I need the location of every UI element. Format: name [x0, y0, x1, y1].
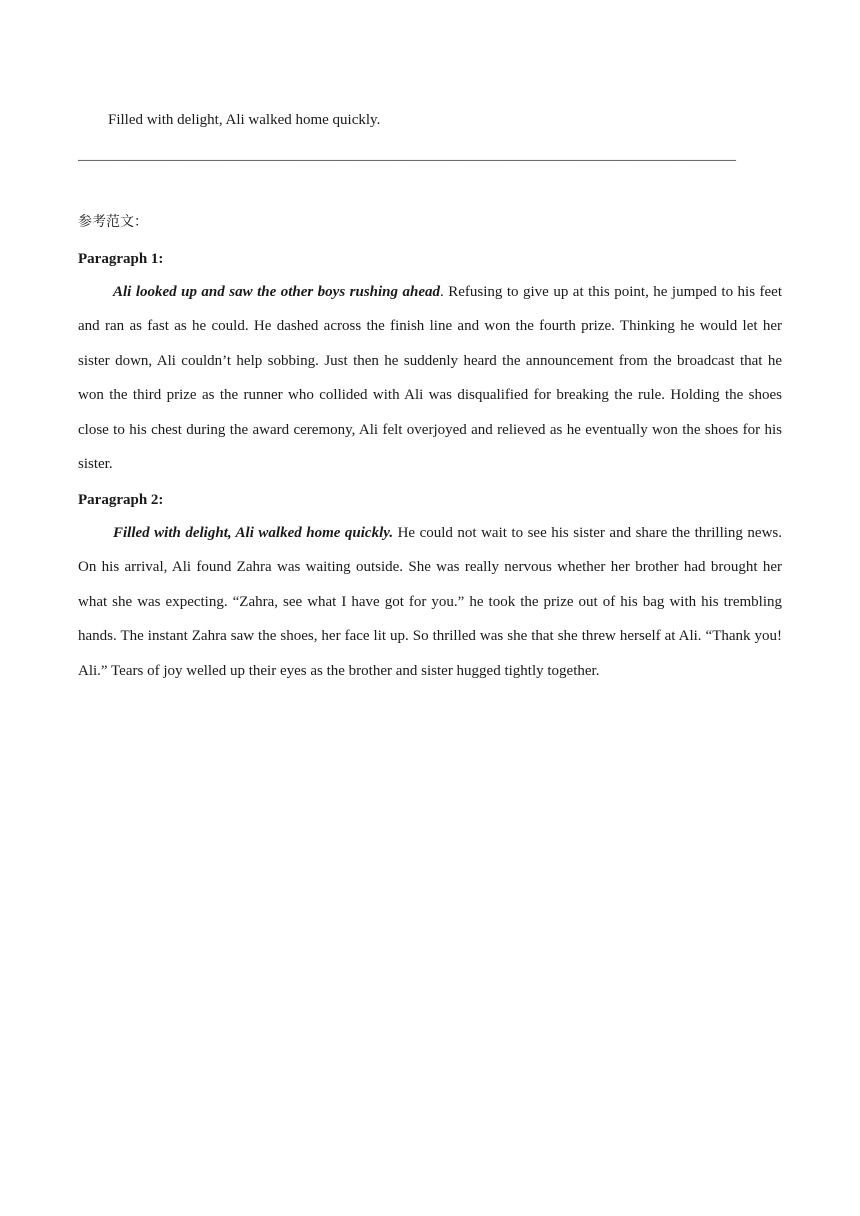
paragraph-1-label: Paragraph 1: [78, 251, 164, 267]
answer-line: ______________________________________________________________________________________________ [78, 149, 736, 163]
paragraph-2-lead-sentence: Filled with delight, Ali walked home quickly. [113, 525, 394, 541]
paragraph-2-text [78, 516, 782, 688]
paragraph-1-lead-sentence: Ali looked up and saw the other boys rushing ahead [113, 284, 441, 300]
paragraph-1-body: . Refusing to give up at this point, he jumped to his feet and ran as fast as he could. He dashed across the finish line and won the fourth prize. Thinking he would let her sister down, Ali couldn’t help sobbing. Just then he suddenly heard the announcement from the broadcast that he won the third prize as the runner who collided with Ali was disqualified for breaking the rule. Holding the shoes close to his chest during the award ceremony, Ali felt overjoyed and relieved as he eventually won the shoes for his sister. [78, 284, 783, 473]
paragraph-2-label: Paragraph 2: [78, 492, 164, 508]
paragraph-2-body: He could not wait to see his sister and share the thrilling news. On his arrival, Ali found Zahra was waiting outside. She was really nervous whether her brother had brought her what she was expecting. “Zahra, see what I have got for you.” he took the prize out of his bag with his trembling hands. The instant Zahra saw the shoes, her face lit up. So thrilled was she that she threw herself at Ali. “Thank you! Ali.” Tears of joy welled up their eyes as the brother and sister hugged tightly together. [78, 525, 782, 679]
prompt-opening-sentence: Filled with delight, Ali walked home quickly. [108, 112, 381, 128]
paragraph-1-text [78, 275, 782, 481]
reference-heading: 参考范文： [78, 214, 148, 230]
